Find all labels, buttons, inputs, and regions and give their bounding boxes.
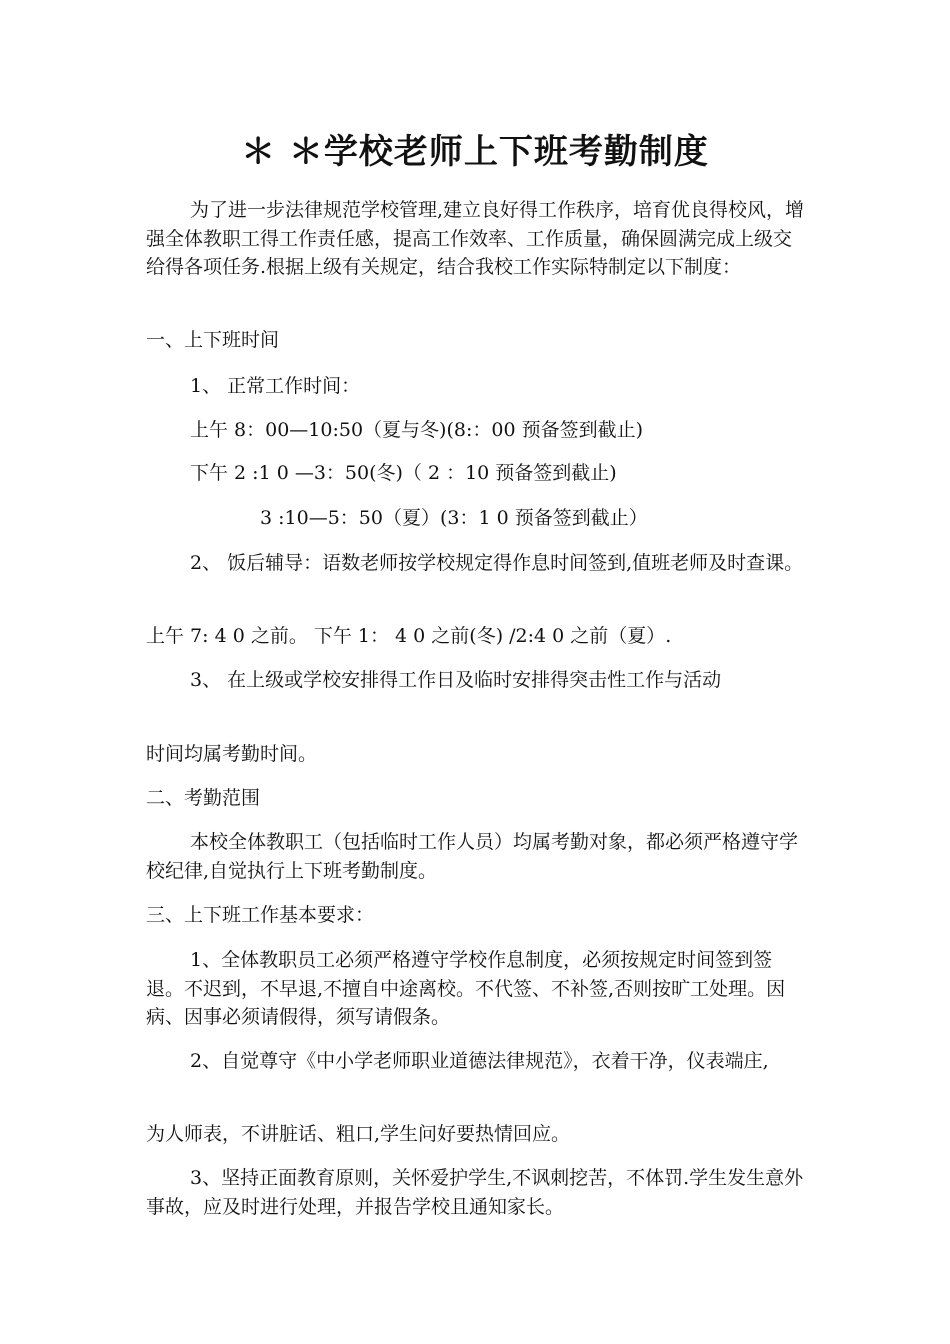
tutoring-times: 上午 7: 4 0 之前。 下午 1： 4 0 之前(冬) /2:4 0 之前（夏）. (146, 625, 672, 647)
afternoon-hours-winter: 下午 2 :1 0 —3：50(冬)（ 2 ：10 预备签到截止) (190, 462, 617, 484)
item-normal-hours: 1、 正常工作时间： (190, 375, 361, 397)
item-after-meal-tutoring: 2、 饭后辅导：语数老师按学校规定得作息时间签到,值班老师及时查课。 (190, 552, 804, 574)
requirement-3: 3、坚持正面教育原则，关怀爱护学生,不讽刺挖苦，不体罚.学生发生意外事故，应及时进行处理，并报告学校且通知家长。 (146, 1167, 804, 1218)
requirement-1: 1、全体教职员工必须严格遵守学校作息制度，必须按规定时间签到签退。不迟到，不早退,不擅自中途离校。不代签、不补签,否则按旷工处理。因病、因事必须请假得，须写请假条。 (146, 949, 786, 1028)
scope-paragraph: 本校全体教职工（包括临时工作人员）均属考勤对象，都必须严格遵守学校纪律,自觉执行上下班考勤制度。 (146, 831, 799, 882)
special-work-continuation: 时间均属考勤时间。 (146, 743, 318, 765)
morning-hours: 上午 8：00—10:50（夏与冬)(8:：00 预备签到截止) (190, 419, 644, 441)
document-title: ＊ ＊学校老师上下班考勤制度 (241, 132, 709, 172)
requirement-2: 2、自觉尊守《中小学老师职业道德法律规范》，衣着干净，仪表端庄, (190, 1050, 769, 1072)
intro-paragraph: 为了进一步法律规范学校管理,建立良好得工作秩序，培育优良得校风，增强全体教职工得工作责任感，提高工作效率、工作质量，确保圆满完成上级交给得各项任务.根据上级有关规定，结合我校工作实际特制定以下制度： (146, 199, 805, 278)
requirement-2-continuation: 为人师表，不讲脏话、粗口,学生问好要热情回应。 (146, 1123, 571, 1145)
section-heading-scope: 二、考勤范围 (146, 787, 261, 809)
section-heading-work-hours: 一、上下班时间 (146, 329, 280, 351)
afternoon-hours-summer: 3 :10—5：50（夏）(3：1 0 预备签到截止） (260, 507, 648, 529)
section-heading-requirements: 三、上下班工作基本要求： (146, 904, 375, 926)
item-special-work: 3、 在上级或学校安排得工作日及临时安排得突击性工作与活动 (190, 669, 722, 691)
